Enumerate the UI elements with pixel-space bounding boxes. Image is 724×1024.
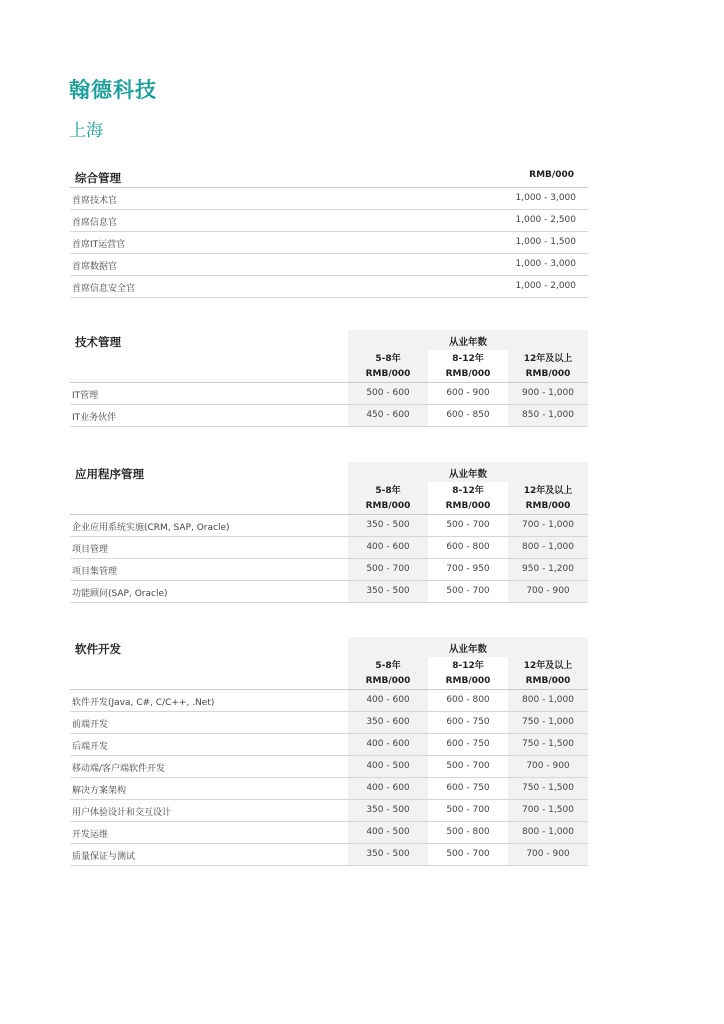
column-currency: RMB/000 [445,369,491,379]
salary-cell: 500 - 700 [446,586,490,596]
column-years: 12年及以上 [523,486,573,496]
table-row [70,232,588,254]
salary-range: 1,000 - 3,000 [515,259,576,269]
table-row [70,383,588,405]
table-row [70,712,588,734]
column-currency: RMB/000 [365,369,411,379]
salary-cell: 600 - 800 [446,542,490,552]
column-header-8-12 [428,657,508,689]
section-title: 软件开发 [75,642,121,656]
salary-cell: 700 - 900 [508,756,588,777]
table-row [70,581,588,603]
role-label: 首席信息安全官 [72,284,136,294]
role-label: 项目管理 [72,545,109,555]
salary-cell: 350 - 500 [348,581,428,602]
salary-cell: 350 - 500 [348,844,428,865]
role-label: IT业务伙伴 [72,413,117,423]
salary-cell: 350 - 500 [348,515,428,536]
column-years: 8-12年 [452,486,484,496]
salary-cell: 600 - 750 [446,717,490,727]
role-label: 用户体验设计和交互设计 [72,808,172,818]
column-header-5-8 [348,350,428,382]
years-of-experience-header: 从业年数 [448,469,487,480]
role-label: 企业应用系统实施(CRM, SAP, Oracle) [72,523,230,533]
salary-cell: 500 - 700 [446,805,490,815]
role-label: 质量保证与测试 [72,852,136,862]
column-header-5-8 [348,657,428,689]
salary-range: 1,000 - 2,000 [515,281,576,291]
role-label: 移动端/客户端软件开发 [72,764,166,774]
section-title: 应用程序管理 [75,467,144,481]
section-tech-management [70,330,588,427]
table-row [70,254,588,276]
column-currency: RMB/000 [525,501,571,511]
role-label: 首席IT运营官 [72,240,126,250]
table-row [70,537,588,559]
column-years: 5-8年 [375,354,401,364]
salary-cell: 450 - 600 [348,405,428,426]
salary-range: 1,000 - 1,500 [515,237,576,247]
column-header-5-8 [348,482,428,514]
salary-cell: 750 - 1,000 [508,712,588,733]
column-years: 5-8年 [375,661,401,671]
salary-cell: 700 - 1,500 [508,800,588,821]
salary-cell: 500 - 700 [348,559,428,580]
salary-cell: 400 - 500 [348,822,428,843]
column-currency: RMB/000 [365,676,411,686]
section-title: 综合管理 [75,171,121,185]
salary-cell: 950 - 1,200 [508,559,588,580]
salary-cell: 400 - 600 [348,690,428,711]
column-currency: RMB/000 [525,676,571,686]
column-years: 8-12年 [452,354,484,364]
city-subtitle: 上海 [69,121,103,141]
salary-cell: 500 - 700 [446,520,490,530]
column-years: 8-12年 [452,661,484,671]
role-label: 项目集管理 [72,567,118,577]
table-row [70,822,588,844]
salary-cell: 500 - 700 [446,761,490,771]
salary-cell: 800 - 1,000 [508,822,588,843]
role-label: IT管理 [72,391,99,401]
role-label: 功能顾问(SAP, Oracle) [72,589,168,599]
column-years: 5-8年 [375,486,401,496]
salary-cell: 800 - 1,000 [508,537,588,558]
column-header-12-plus [508,350,588,382]
column-header-12-plus [508,482,588,514]
salary-cell: 750 - 1,500 [508,778,588,799]
salary-cell: 350 - 600 [348,712,428,733]
table-row [70,778,588,800]
role-label: 首席技术官 [72,196,118,206]
column-currency: RMB/000 [445,501,491,511]
section-general-management [70,165,588,298]
years-of-experience-header: 从业年数 [448,337,487,348]
role-label: 解决方案架构 [72,786,127,796]
table-row [70,559,588,581]
salary-cell: 400 - 600 [348,778,428,799]
section-header [70,330,588,383]
table-row [70,405,588,427]
role-label: 开发运维 [72,830,109,840]
section-header [70,637,588,690]
column-years: 12年及以上 [523,661,573,671]
table-row [70,756,588,778]
salary-range: 1,000 - 2,500 [515,215,576,225]
currency-column-header: RMB/000 [529,170,574,180]
salary-cell: 500 - 700 [446,849,490,859]
section-title: 技术管理 [75,335,121,349]
column-header-12-plus [508,657,588,689]
salary-cell: 700 - 1,000 [508,515,588,536]
salary-cell: 800 - 1,000 [508,690,588,711]
salary-cell: 850 - 1,000 [508,405,588,426]
role-label: 前端开发 [72,720,109,730]
table-row [70,844,588,866]
column-currency: RMB/000 [445,676,491,686]
column-currency: RMB/000 [525,369,571,379]
salary-cell: 750 - 1,500 [508,734,588,755]
section-header [70,165,588,188]
column-header-8-12 [428,350,508,382]
section-application-management [70,462,588,603]
salary-cell: 500 - 600 [348,383,428,404]
section-software-development [70,637,588,866]
role-label: 首席信息官 [72,218,118,228]
salary-cell: 600 - 750 [446,783,490,793]
table-row [70,188,588,210]
role-label: 软件开发(Java, C#, C/C++, .Net) [72,698,215,708]
role-label: 首席数据官 [72,262,118,272]
table-row [70,515,588,537]
salary-cell: 350 - 500 [348,800,428,821]
salary-cell: 600 - 900 [446,388,490,398]
section-header [70,462,588,515]
table-row [70,276,588,298]
salary-cell: 400 - 600 [348,537,428,558]
salary-cell: 700 - 900 [508,844,588,865]
column-years: 12年及以上 [523,354,573,364]
salary-cell: 400 - 500 [348,756,428,777]
salary-cell: 600 - 750 [446,739,490,749]
role-label: 后端开发 [72,742,109,752]
years-of-experience-header: 从业年数 [448,644,487,655]
salary-cell: 500 - 800 [446,827,490,837]
salary-cell: 400 - 600 [348,734,428,755]
salary-range: 1,000 - 3,000 [515,193,576,203]
salary-cell: 900 - 1,000 [508,383,588,404]
brand-title: 翰德科技 [69,78,157,102]
column-header-8-12 [428,482,508,514]
table-row [70,734,588,756]
salary-cell: 700 - 900 [508,581,588,602]
table-row [70,690,588,712]
salary-cell: 600 - 850 [446,410,490,420]
salary-cell: 600 - 800 [446,695,490,705]
table-row [70,210,588,232]
salary-cell: 700 - 950 [446,564,490,574]
table-row [70,800,588,822]
column-currency: RMB/000 [365,501,411,511]
